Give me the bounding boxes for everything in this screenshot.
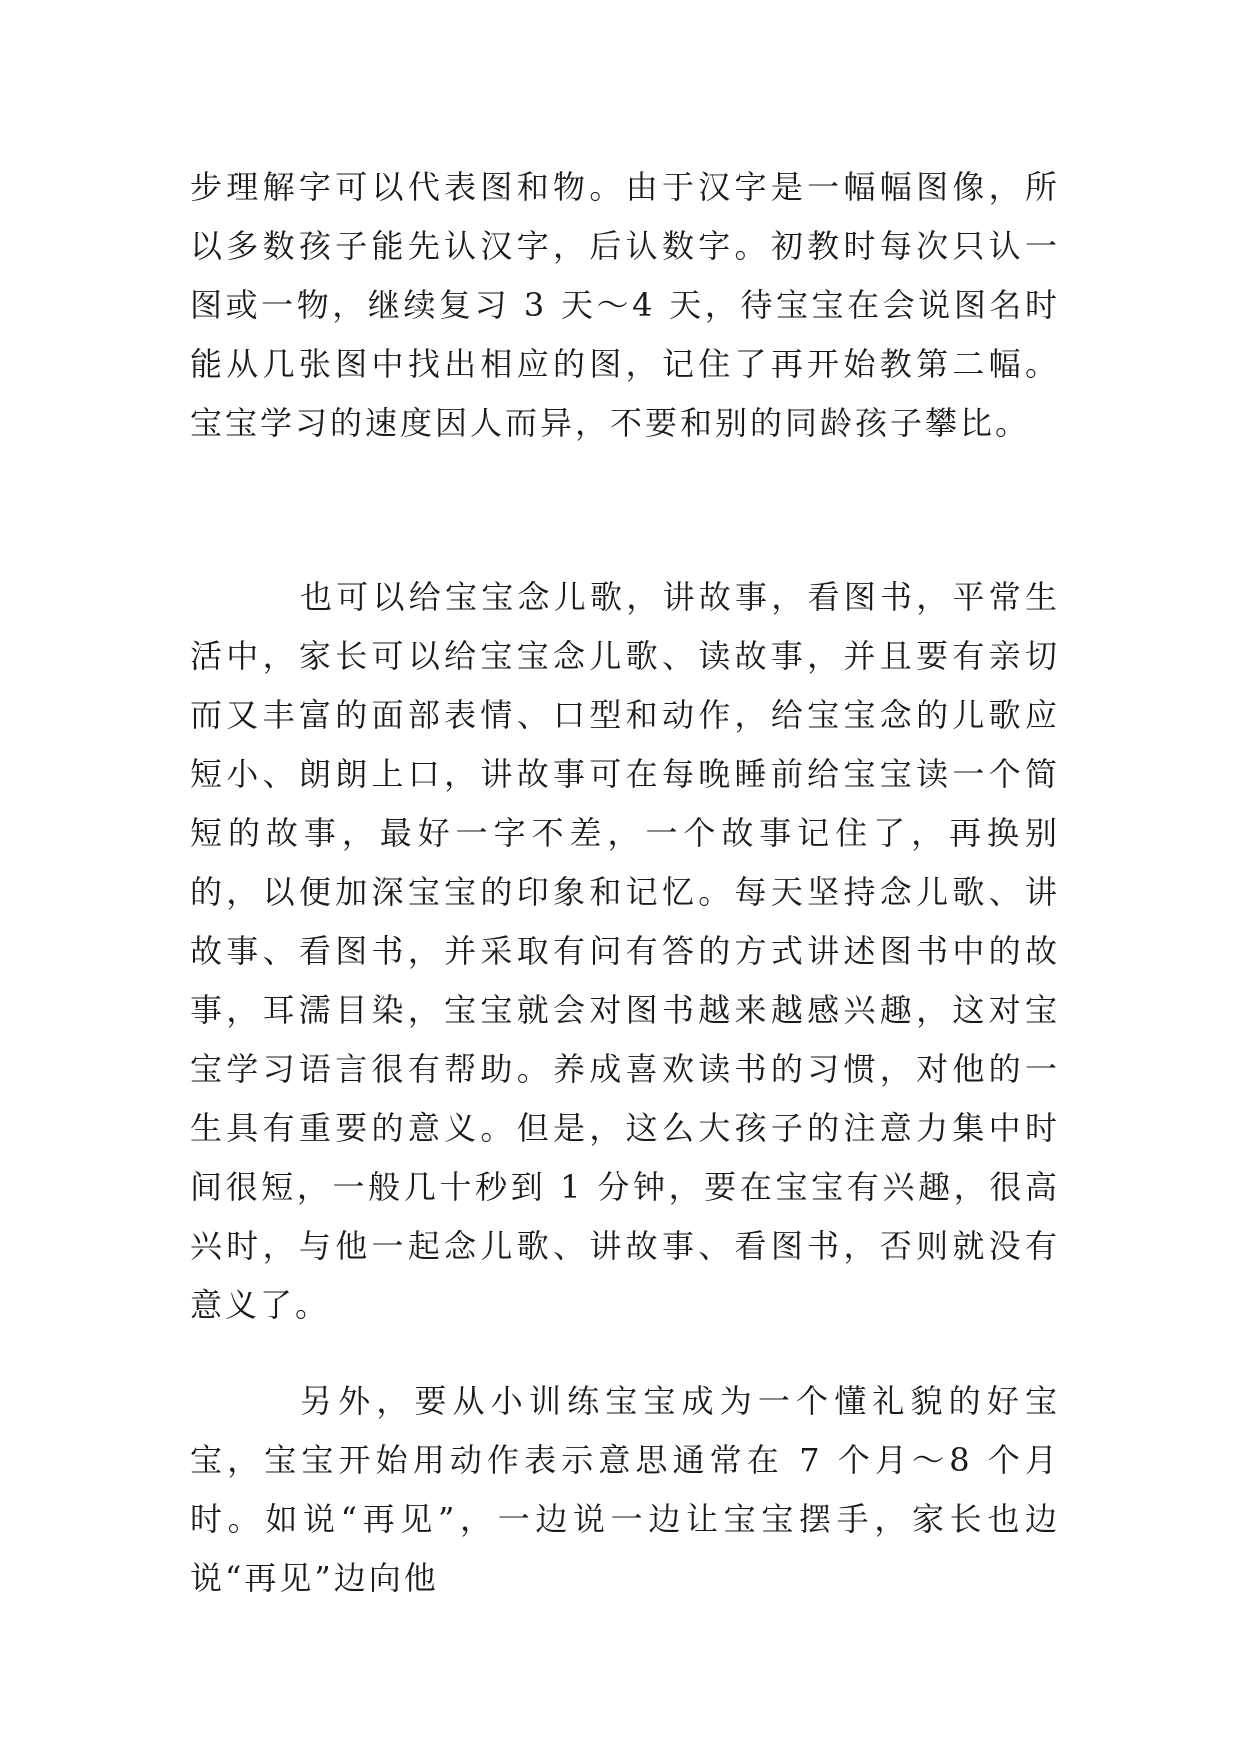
paragraph-politeness: 另外，要从小训练宝宝成为一个懂礼貌的好宝宝，宝宝开始用动作表示意思通常在 7 个月～8 个月时。如说“再见”，一边说一边让宝宝摆手，家长也边说“再见”边向他	[190, 1382, 1060, 1597]
paragraph-nursery-rhymes: 也可以给宝宝念儿歌，讲故事，看图书，平常生活中，家长可以给宝宝念儿歌、读故事，并且要有亲切而又丰富的面部表情、口型和动作，给宝宝念的儿歌应短小、朗朗上口，讲故事可在每晚睡前给宝宝读一个简短的故事，最好一字不差，一个故事记住了，再换别的，以便加深宝宝的印象和记忆。每天坚持念儿歌、讲故事、看图书，并采取有问有答的方式讲述图书中的故事，耳濡目染，宝宝就会对图书越来越感兴趣，这对宝宝学习语言很有帮助。养成喜欢读书的习惯，对他的一生具有重要的意义。但是，这么大孩子的注意力集中时间很短，一般几十秒到 1 分钟，要在宝宝有兴趣，很高兴时，与他一起念儿歌、讲故事、看图书，否则就没有意义了。	[190, 578, 1060, 1324]
paragraph-continuation: 步理解字可以代表图和物。由于汉字是一幅幅图像，所以多数孩子能先认汉字，后认数字。初教时每次只认一图或一物，继续复习 3 天～4 天，待宝宝在会说图名时能从几张图中找出相应的图，记住了再开始教第二幅。宝宝学习的速度因人而异，不要和别的同龄孩子攀比。	[190, 168, 1060, 442]
